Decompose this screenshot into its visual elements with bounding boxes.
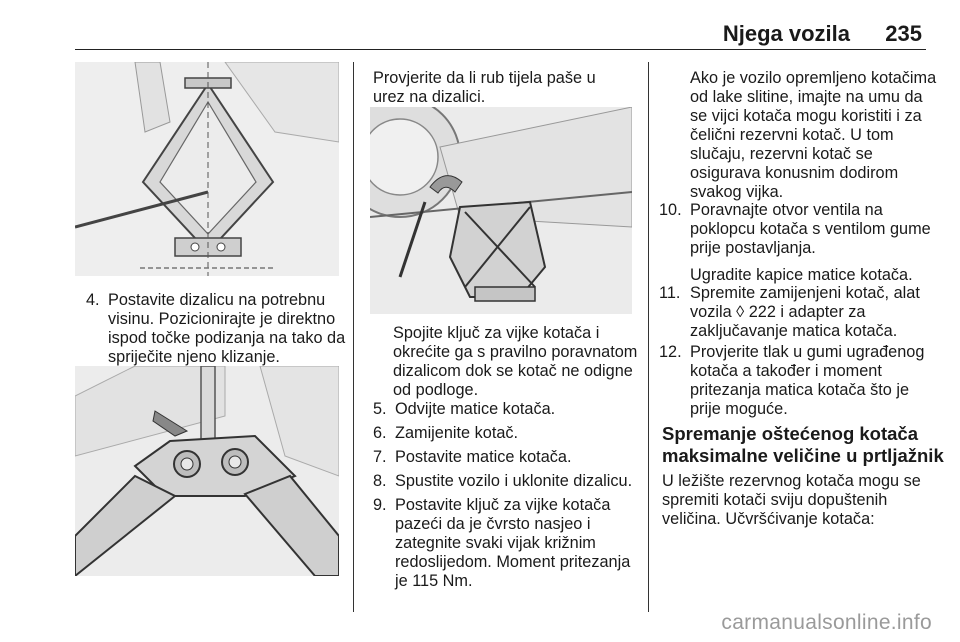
page-header bbox=[0, 0, 960, 54]
text-line: zategnite svaki vijak križnim bbox=[395, 534, 596, 552]
text-line: kotača a također i moment bbox=[690, 362, 882, 380]
alloy-wheel-note bbox=[690, 69, 952, 202]
text-line: Postavite matice kotača. bbox=[395, 448, 572, 466]
figure-jack-under-car bbox=[370, 107, 632, 314]
column-divider-2 bbox=[648, 62, 649, 612]
text-line: vozila ◊ 222 i adapter za bbox=[690, 303, 866, 321]
step-text bbox=[395, 424, 518, 443]
text-line: urez na dizalici. bbox=[373, 88, 486, 106]
text-line: Poravnajte otvor ventila na bbox=[690, 201, 883, 219]
step-text bbox=[690, 343, 924, 419]
text-line: osigurava konusnim dodirom bbox=[690, 164, 899, 182]
section-heading bbox=[662, 423, 954, 467]
heading-line: maksimalne veličine u prtljažnik bbox=[662, 445, 944, 466]
step-number: 11. bbox=[659, 284, 681, 302]
text-line: Odvijte matice kotača. bbox=[395, 400, 556, 418]
text-line: poklopcu kotača s ventilom gume bbox=[690, 220, 931, 238]
text-line: pazeći da je čvrsto nasjeo i bbox=[395, 515, 591, 533]
step-text bbox=[395, 496, 630, 591]
step-text bbox=[690, 284, 920, 341]
step-text bbox=[395, 472, 632, 491]
step-text bbox=[108, 291, 345, 367]
text-line: čelični rezervni kotač. U tom bbox=[690, 126, 894, 144]
step-number: 8. bbox=[373, 472, 387, 490]
text-line: slučaju, rezervni kotač se bbox=[690, 145, 873, 163]
text-line: Postavite ključ za vijke kotača bbox=[395, 496, 611, 514]
text-line: Postavite dizalicu na potrebnu bbox=[108, 291, 326, 309]
watermark-link[interactable]: carmanualsonline.info bbox=[721, 611, 932, 634]
step-number: 5. bbox=[373, 400, 387, 418]
text-line: visinu. Pozicionirajte je direktno bbox=[108, 310, 336, 328]
text-line: Spojite ključ za vijke kotača i bbox=[393, 324, 600, 342]
text-line: je 115 Nm. bbox=[395, 572, 473, 590]
header-rule bbox=[75, 49, 926, 50]
step-number: 6. bbox=[373, 424, 387, 442]
jack-under-car-illustration bbox=[370, 107, 632, 314]
text-line: veličina. Učvršćivanje kotača: bbox=[662, 510, 875, 528]
text-line: spremiti kotači sviju dopuštenih bbox=[662, 491, 888, 509]
text-line: Ugradite kapice matice kotača. bbox=[690, 266, 913, 284]
step-text bbox=[690, 201, 931, 285]
text-line: od podloge. bbox=[393, 381, 479, 399]
text-line: svakog vijka. bbox=[690, 183, 784, 201]
text-line: U ležište rezervnog kotača mogu se bbox=[662, 472, 921, 490]
column-divider-1 bbox=[353, 62, 354, 612]
spare-well-paragraph bbox=[662, 472, 954, 529]
figure-jack-scissor bbox=[75, 62, 339, 276]
step-text bbox=[395, 448, 571, 467]
jack-scissor-illustration bbox=[75, 62, 339, 276]
step-number: 7. bbox=[373, 448, 387, 466]
text-line: prije moguće. bbox=[690, 400, 788, 418]
text-line: Spremite zamijenjeni kotač, alat bbox=[690, 284, 920, 302]
text-line: prije postavljanja. bbox=[690, 239, 816, 257]
text-line: dizalicom dok se kotač ne odigne bbox=[393, 362, 633, 380]
heading-line: Spremanje oštećenog kotača bbox=[662, 423, 919, 444]
chapter-title: Njega vozila bbox=[722, 21, 850, 46]
text-line: okrećite ga s pravilno poravnatom bbox=[393, 343, 638, 361]
text-line: Provjerite tlak u gumi ugrađenog bbox=[690, 343, 925, 361]
step-number: 12. bbox=[659, 343, 682, 361]
text-line: se vijci kotača mogu koristiti i za bbox=[690, 107, 922, 125]
text-line: redoslijedom. Moment pritezanja bbox=[395, 553, 631, 571]
text-line: spriječite njeno klizanje. bbox=[108, 348, 280, 366]
step-number: 4. bbox=[86, 291, 100, 309]
jack-head-illustration bbox=[75, 366, 339, 576]
text-line: Ako je vozilo opremljeno kotačima bbox=[690, 69, 937, 87]
text-line: Provjerite da li rub tijela paše u bbox=[373, 69, 596, 87]
text-line: Spustite vozilo i uklonite dizalicu. bbox=[395, 472, 633, 490]
page-number: 235 bbox=[885, 21, 922, 46]
wrench-instructions bbox=[393, 324, 643, 400]
text-line: Zamijenite kotač. bbox=[395, 424, 519, 442]
figure-jack-head bbox=[75, 366, 339, 576]
text-line: pritezanja matica kotača što je bbox=[690, 381, 910, 399]
step-number: 10. bbox=[659, 201, 682, 219]
text-line: zaključavanje matica kotača. bbox=[690, 322, 898, 340]
check-edge-text bbox=[373, 69, 643, 107]
text-line: od lake slitine, imajte na umu da bbox=[690, 88, 923, 106]
step-number: 9. bbox=[373, 496, 387, 514]
step-text bbox=[395, 400, 555, 419]
text-line: ispod točke podizanja na tako da bbox=[108, 329, 346, 347]
